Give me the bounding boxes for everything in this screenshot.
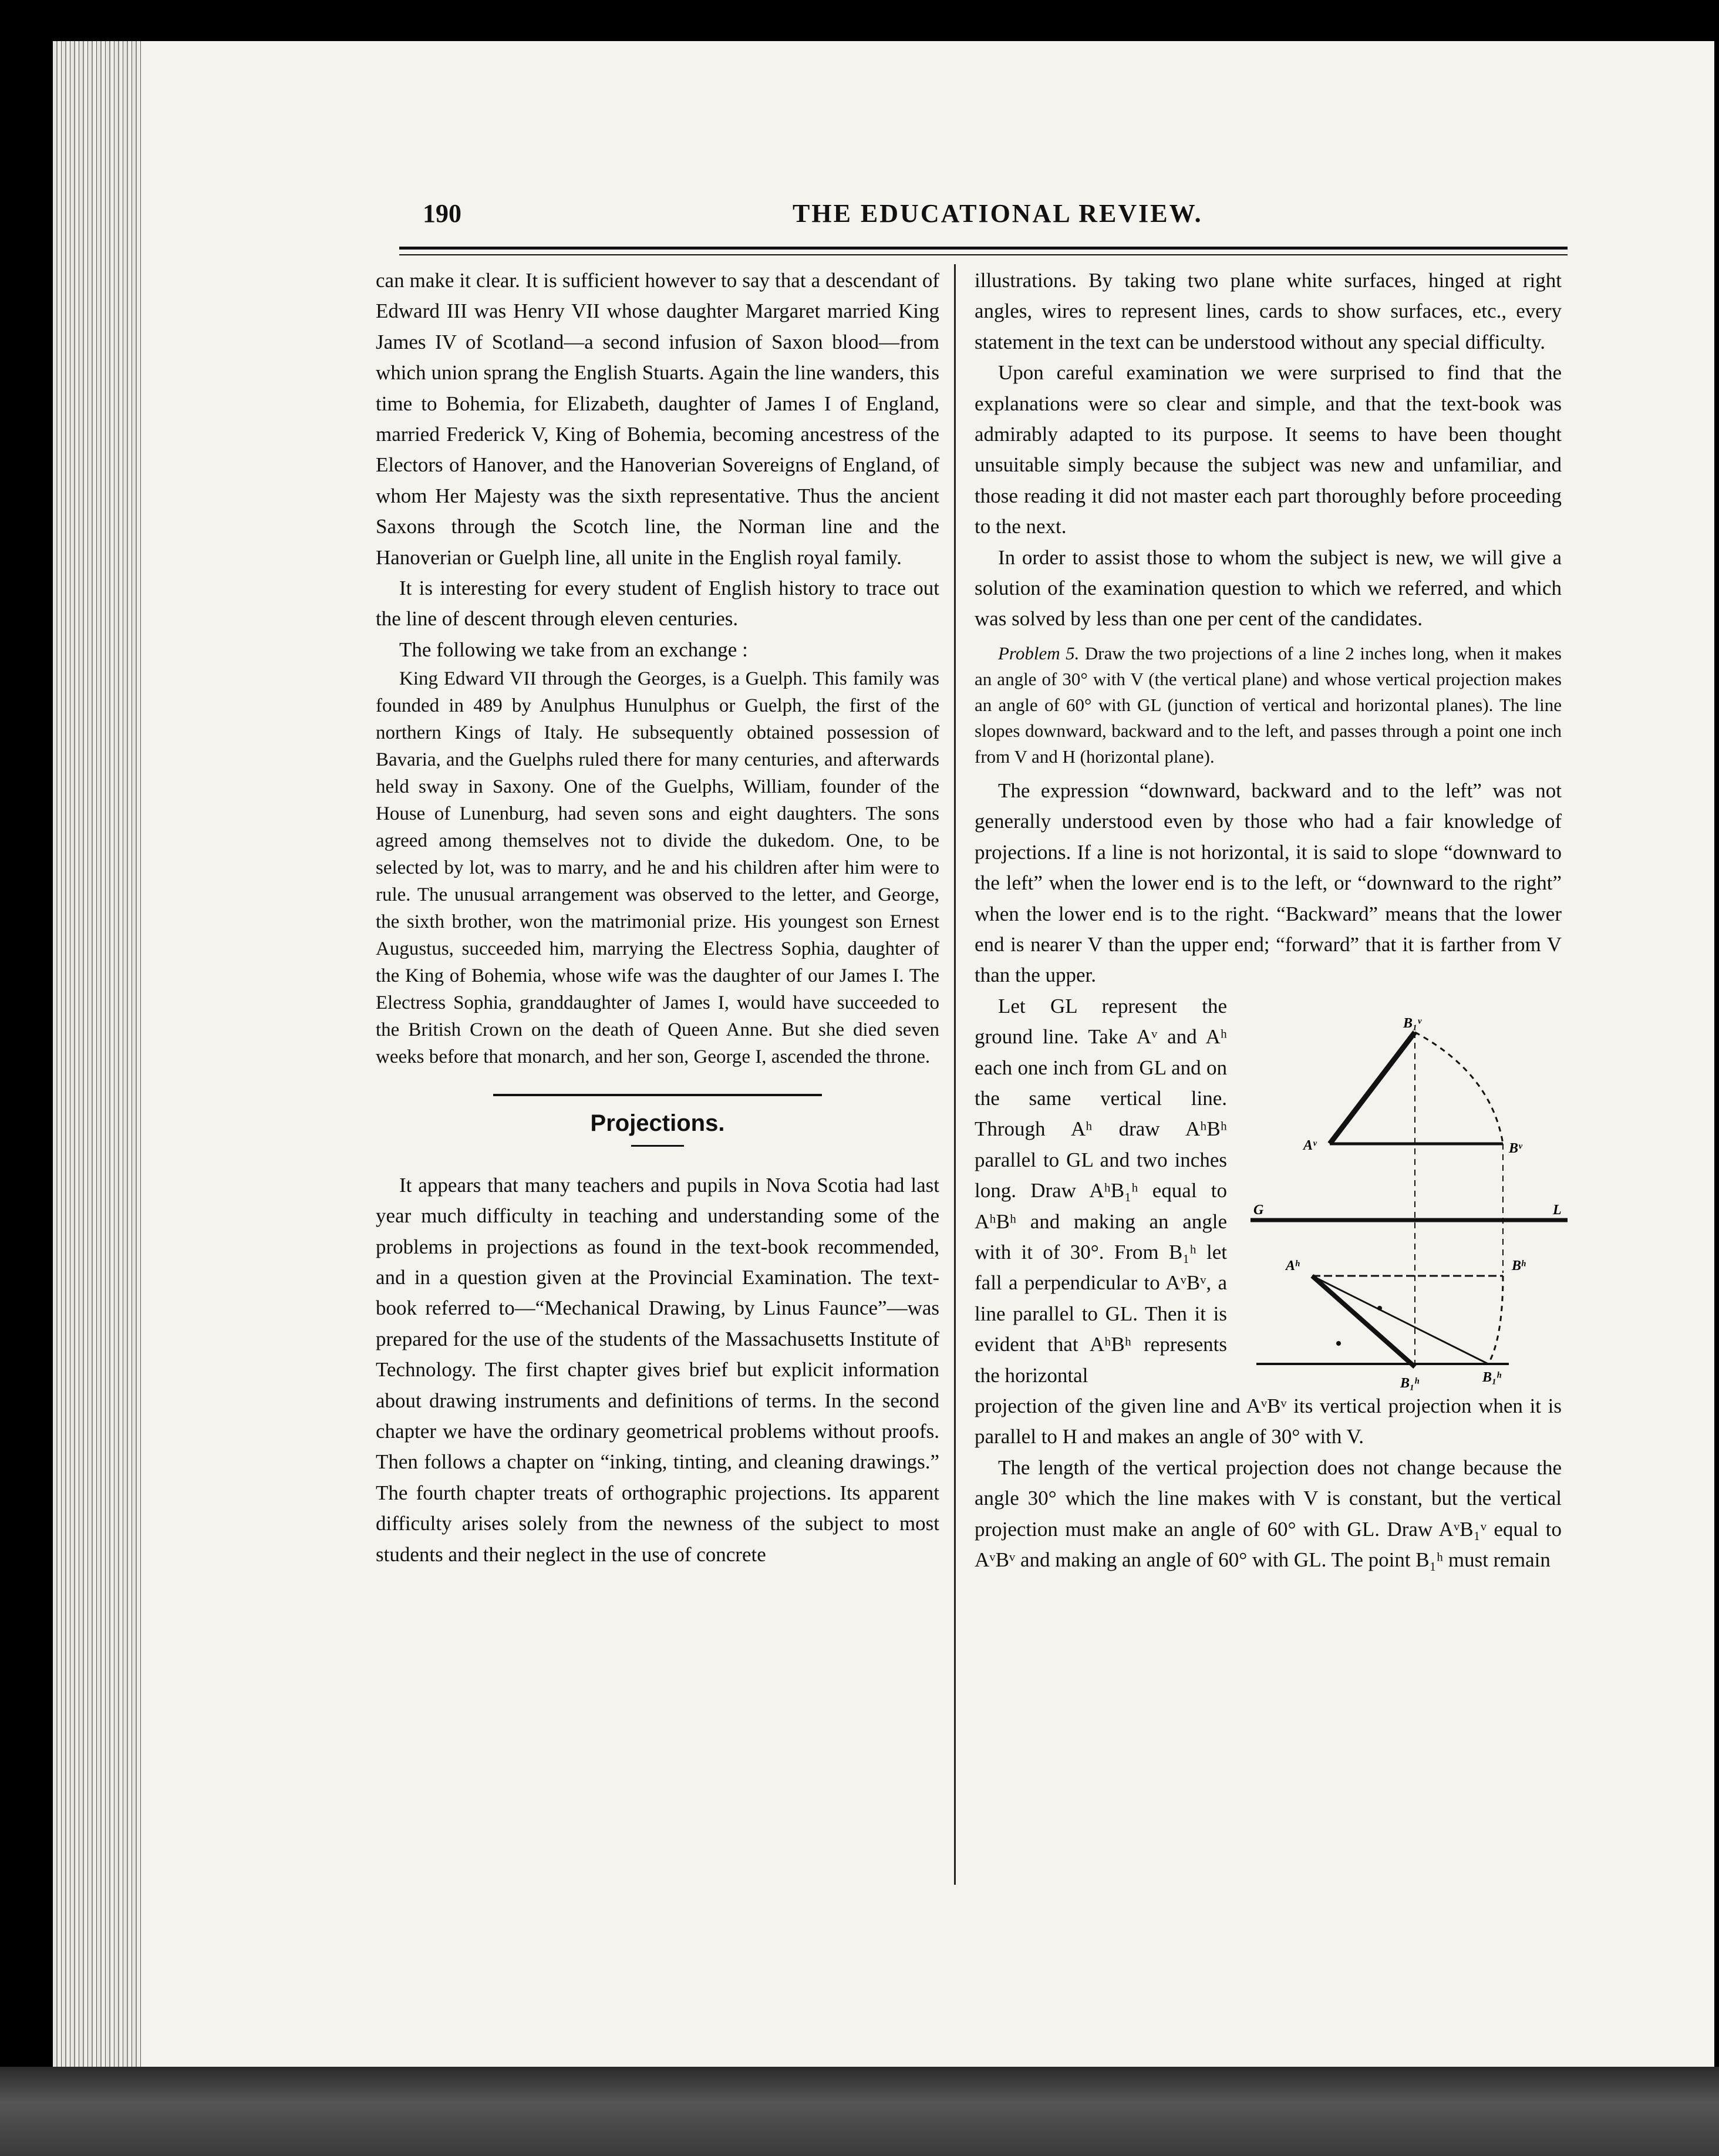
label-ah: Aʰ — [1286, 1258, 1299, 1274]
left-column — [376, 265, 939, 1570]
label-b1h-left: B₁ʰ — [1400, 1375, 1419, 1391]
column-divider — [954, 264, 956, 1885]
right-paragraph-1: illustrations. By taking two plane white surfaces, hinged at right angles, wires to represent lines, cards to show surfaces, etc., every statement in the text can be understood without any special difficulty. — [975, 269, 1562, 353]
projection-diagram — [1245, 1009, 1573, 1420]
arc-horizontal — [1488, 1276, 1503, 1364]
problem-text: Draw the two projections of a line 2 inches long, when it makes an angle of 30° with V (the vertical plane) and whose vertical projection makes an angle of 60° with GL (junction of vertical and horizontal planes). The line slopes downward, backward and to the left, and passes through a point one inch from V and H (horizontal plane). — [975, 642, 1562, 767]
exchange-quote: King Edward VII through the Georges, is a Guelph. This family was founded in 489 by Anulphus Hunulphus or Guelph, the first of the northern Kings of Italy. He subsequently obtained possession of Bavaria, and the Guelphs ruled there for many centuries, and afterwards held sway in Saxony. One of the Guelphs, William, founder of the House of Lunenburg, had seven sons and eight daughters. The sons agreed among themselves not to divide the dukedom. One, to be selected by lot, was to marry, and he and his children after him were to rule. The unusual arrangement was observed to the letter, and George, the sixth brother, won the matrimonial prize. His youngest son Ernest Augustus, succeeded him, marrying the Electress Sophia, daughter of the King of Bohemia, whose wife was the daughter of our James I. The Electress Sophia, granddaughter of James I, would have succeeded to the British Crown on the death of Queen Anne. But she died seven weeks before that monarch, and her son, George I, ascended the throne. — [376, 668, 939, 1068]
dot-1 — [1377, 1306, 1382, 1311]
right-paragraph-5-wrapped: Let GL represent the ground line. Take Aᵛ and Aʰ each one inch from GL and on the same vertical line. Through Aʰ draw AʰBʰ parallel to GL and two inches long. Draw AʰB₁ʰ equal to AʰBʰ and making an angle with it of 30°. From B₁ʰ let fall a perpendicular to AᵛBᵛ, a line parallel to GL. Then it is evident that AʰBʰ represents the horizontal — [975, 994, 1227, 1387]
title-underline — [631, 1145, 684, 1147]
line-ah-b2h — [1312, 1276, 1488, 1364]
label-b1h-right: B₁ʰ — [1482, 1369, 1501, 1385]
right-paragraph-5-rest: projection of the given line and AᵛBᵛ its vertical projection when it is parallel to H and makes an angle of 30° with V. — [975, 1394, 1562, 1448]
problem-label: Problem 5. — [998, 642, 1080, 663]
book-page-edges — [53, 41, 141, 2067]
running-head: THE EDUCATIONAL REVIEW. — [793, 199, 1203, 228]
scan-bottom-shadow — [0, 2067, 1719, 2156]
label-av: Aᵛ — [1303, 1137, 1317, 1153]
left-paragraph-3: The following we take from an exchange : — [399, 638, 748, 661]
right-paragraph-6: The length of the vertical projection does not change because the angle 30° which the line makes with V is constant, but the vertical projection must make an angle of 60° with GL. Draw AᵛB₁ᵛ equal to AᵛBᵛ and making an angle of 60° with GL. The point B₁ʰ must remain — [975, 1456, 1562, 1572]
projection-diagram-svg — [1245, 1009, 1573, 1420]
left-paragraph-4: It appears that many teachers and pupils in Nova Scotia had last year much difficulty in teaching and understanding some of the problems in projections as found in the text-book recommended, and in a question given at the Provincial Examination. The text-book referred to—“Mechanical Drawing, by Linus Faunce”—was prepared for the use of the students of the Massachusetts Institute of Technology. The first chapter gives brief but explicit information about drawing instruments and definitions of terms. In the second chapter we have the ordinary geometrical problems without proofs. Then follows a chapter on “inking, tinting, and cleaning drawings.” The fourth chapter treats of orthographic projections. Its apparent difficulty arises solely from the newness of the subject to most students and their neglect in the use of concrete — [376, 1173, 939, 1566]
right-paragraph-4: The expression “downward, backward and to the left” was not generally understood even by those who had a fair knowledge of projections. If a line is not horizontal, it is said to slope “downward to the left” when the lower end is to the left, or “downward to the right” when the lower end is to the right. “Backward” means that the lower end is nearer V than the upper end; “forward” that it is farther from V than the upper. — [975, 779, 1562, 987]
page-header — [423, 198, 1585, 240]
label-l: L — [1553, 1202, 1562, 1218]
section-divider — [493, 1094, 822, 1096]
header-rule — [399, 247, 1568, 255]
line-av-b1v — [1330, 1032, 1415, 1144]
page-number: 190 — [423, 199, 461, 228]
figure-wrap — [975, 991, 1562, 1391]
left-paragraph-1: can make it clear. It is sufficient however to say that a descendant of Edward III was Henry VII whose daughter Margaret married King James IV of Scotland—a second infusion of Saxon blood—from which union sprang the English Stuarts. Again the line wanders, this time to Bohemia, for Elizabeth, daughter of James I of England, married Frederick V, King of Bohemia, becoming ancestress of the Electors of Hanover, and the Hanoverian Sovereigns of England, of whom Her Majesty was the sixth representative. Thus the ancient Saxons through the Scotch line, the Norman line and the Hanoverian or Guelph line, all unite in the English royal family. — [376, 269, 939, 569]
right-paragraph-2: Upon careful examination we were surprised to find that the explanations were so clear and simple, and that the text-book was admirably adapted to its purpose. It seems to have been thought unsuitable simply because the subject was new and unfamiliar, and those reading it did not master each part thoroughly before proceeding to the next. — [975, 361, 1562, 538]
arc-vertical — [1415, 1032, 1503, 1144]
label-bv: Bᵛ — [1509, 1140, 1522, 1156]
right-paragraph-3: In order to assist those to whom the subject is new, we will give a solution of the examination question to which we referred, and which was solved by less than one per cent of the candidates. — [975, 545, 1562, 631]
label-bh: Bʰ — [1512, 1258, 1525, 1274]
line-ah-b1h — [1312, 1276, 1415, 1367]
problem-statement — [975, 641, 1562, 770]
label-b1v: B₁ᵛ — [1403, 1015, 1421, 1031]
label-g: G — [1253, 1202, 1264, 1218]
left-paragraph-2: It is interesting for every student of English history to trace out the line of descent through eleven centuries. — [376, 577, 939, 631]
right-column — [975, 265, 1562, 1575]
dot-2 — [1336, 1341, 1341, 1346]
section-title: Projections. — [590, 1110, 725, 1137]
